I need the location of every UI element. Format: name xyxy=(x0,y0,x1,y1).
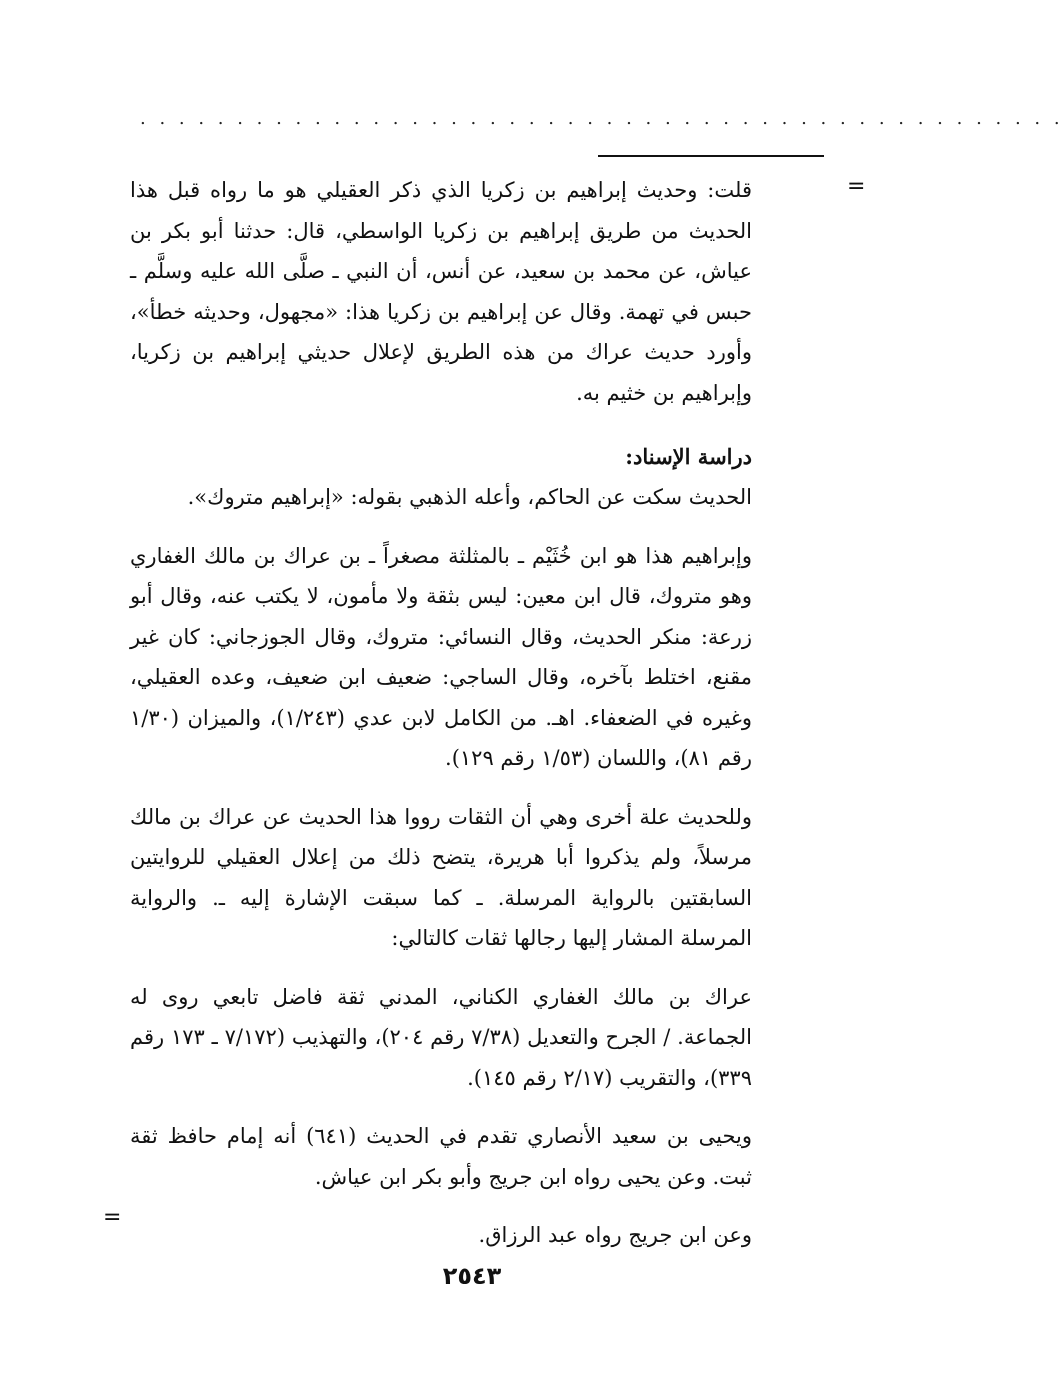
continuation-mark-right: = xyxy=(847,174,866,199)
paragraph-ibn-jurayj: وعن ابن جريج رواه عبد الرزاق. xyxy=(478,1223,752,1247)
section-heading: دراسة الإسناد: xyxy=(625,444,752,469)
footnote-rule xyxy=(598,155,824,157)
paragraph-illa: وللحديث علة أخرى وهي أن الثقات رووا هذا الحديث عن عراك بن مالك مرسلاً، ولم يذكروا أبا هريرة، يتضح ذلك من إعلال العقيلي للروايتين السابقتين بالرواية المرسلة. ـ كما سبقت الإشارة إليه ـ. والرواية المرسلة المشار إليها رجالها ثقات كالتالي: xyxy=(130,804,752,950)
paragraph-irak: عراك بن مالك الغفاري الكناني، المدني ثقة فاضل تابعي روى له الجماعة. / الجرح والتعديل (٧/٣٨ رقم ٢٠٤)، والتهذيب (٧/١٧٢ ـ ١٧٣ رقم ٣٣٩)، والتقريب (٢/١٧ رقم ١٤٥). xyxy=(130,984,752,1090)
page-body xyxy=(130,170,752,1256)
paragraph-comment: قلت: وحديث إبراهيم بن زكريا الذي ذكر العقيلي هو ما رواه قبل هذا الحديث من طريق إبراهيم بن زكريا الواسطي، قال: حدثنا أبو بكر بن عياش، عن محمد بن سعيد، عن أنس، أن النبي ـ صلَّى الله عليه وسلَّم ـ حبس في تهمة. وقال عن إبراهيم بن زكريا هذا: «مجهول، وحديثه خطأ»، وأورد حديث عراك من هذه الطريق لإعلال حديثي إبراهيم بن زكريا، وإبراهيم بن خثيم به. xyxy=(130,178,752,405)
paragraph-yahya: ويحيى بن سعيد الأنصاري تقدم في الحديث (٦٤١) أنه إمام حافظ ثقة ثبت. وعن يحيى رواه ابن جريج وأبو بكر ابن عياش. xyxy=(130,1124,752,1189)
page-number: ٢٥٤٣ xyxy=(442,1262,502,1290)
paragraph-hakim: الحديث سكت عن الحاكم، وأعله الذهبي بقوله: «إبراهيم متروك». xyxy=(187,485,752,509)
continuation-mark-left: = xyxy=(103,1205,122,1230)
footnote-separator-dots: . . . . . . . . . . . . . . . . . . . . . . . . . . . . . . . . . . . . . . . . . . . . . . . . xyxy=(140,108,1064,129)
paragraph-ibrahim: وإبراهيم هذا هو ابن خُثَيْم ـ بالمثلثة مصغراً ـ بن عراك بن مالك الغفاري وهو متروك، قال ابن معين: ليس بثقة ولا مأمون، لا يكتب عنه، وقال أبو زرعة: منكر الحديث، وقال النسائي: متروك، وقال الجوزجاني: كان غير مقنع، اختلط بآخره، وقال الساجي: ضعيف ابن ضعيف، وعده العقيلي، وغيره في الضعفاء. اهـ. من الكامل لابن عدي (١/٢٤٣)، والميزان (١/٣٠ رقم ٨١)، واللسان (١/٥٣ رقم ١٢٩). xyxy=(130,543,753,770)
